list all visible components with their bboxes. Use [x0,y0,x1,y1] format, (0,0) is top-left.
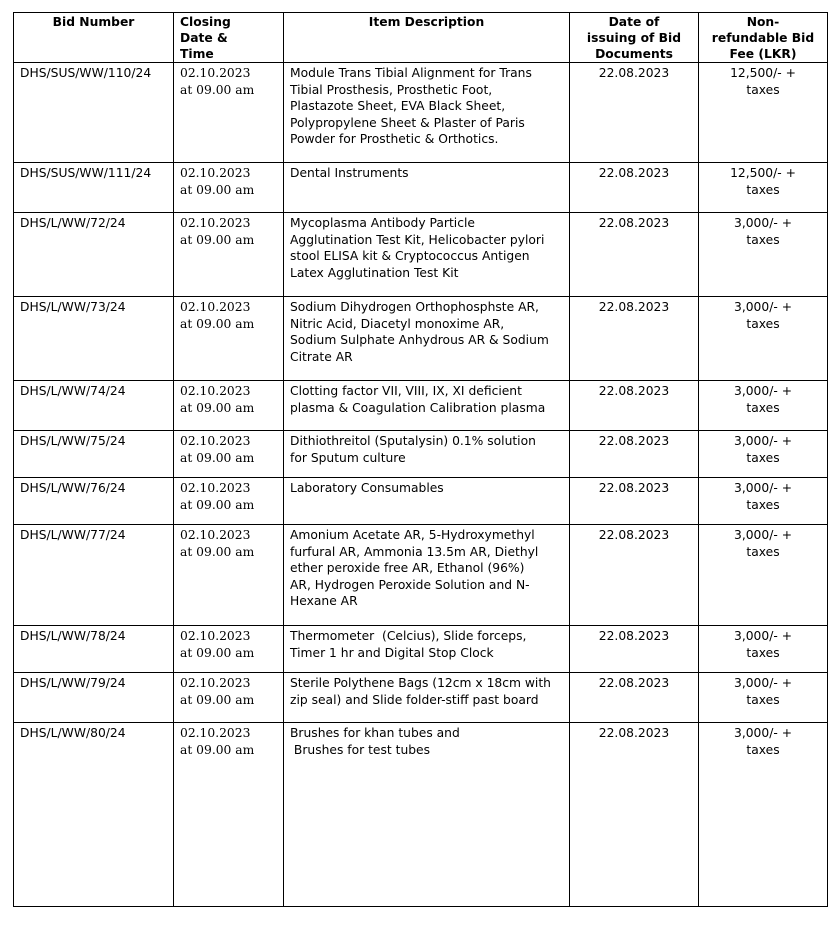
closing-date-cell [174,381,284,431]
closing-date-cell [174,478,284,525]
closing-date-line: at 09.00 am [180,232,255,247]
bid-number-cell: DHS/L/WW/73/24 [14,297,174,381]
table-row [14,723,828,907]
bid-fee-line: 3,000/- + [734,216,792,230]
description-line: Latex Agglutination Test Kit [290,265,459,280]
header-closing-line: Date & [180,31,228,45]
issue-date-cell: 22.08.2023 [570,381,699,431]
header-bid-number: Bid Number [14,13,174,63]
description-line: Powder for Prosthetic & Orthotics. [290,132,499,146]
bid-fee-line: taxes [746,450,780,465]
table-row [14,626,828,673]
closing-date-line: at 09.00 am [180,497,255,512]
description-line: Agglutination Test Kit, Helicobacter pylori [290,232,545,247]
closing-date-cell [174,297,284,381]
bid-number-cell: DHS/L/WW/79/24 [14,673,174,723]
bid-fee-cell [699,525,828,626]
bid-fee-line: taxes [746,400,780,415]
bid-fee-line: 3,000/- + [734,300,792,314]
item-description-cell [284,381,570,431]
bid-fee-cell [699,431,828,478]
closing-date-line: 02.10.2023 [180,216,251,230]
closing-date-line: 02.10.2023 [180,66,251,80]
description-line: Brushes for khan tubes and [290,726,460,740]
item-description-cell [284,673,570,723]
item-description-cell [284,63,570,163]
header-item-description: Item Description [284,13,570,63]
header-issue-line: Date of [608,15,660,29]
issue-date-cell: 22.08.2023 [570,723,699,907]
item-description-cell [284,163,570,213]
table-row [14,431,828,478]
description-line: Hexane AR [290,594,358,608]
closing-date-line: at 09.00 am [180,692,255,707]
closing-date-line: at 09.00 am [180,645,255,660]
header-fee-line: Fee (LKR) [729,47,797,61]
issue-date-cell: 22.08.2023 [570,626,699,673]
bid-fee-line: 3,000/- + [734,629,792,643]
closing-date-line: at 09.00 am [180,450,255,465]
item-description-cell [284,626,570,673]
bid-fee-line: taxes [746,544,780,559]
description-line: Clotting factor VII, VIII, IX, XI deficient [290,384,522,398]
bid-fee-line: taxes [746,182,780,197]
closing-date-cell [174,213,284,297]
header-row [14,13,828,63]
bid-number-cell: DHS/L/WW/74/24 [14,381,174,431]
table-row [14,673,828,723]
item-description-cell [284,723,570,907]
description-line: Citrate AR [290,349,353,364]
description-line: furfural AR, Ammonia 13.5m AR, Diethyl [290,544,539,559]
closing-date-line: 02.10.2023 [180,676,251,690]
issue-date-cell: 22.08.2023 [570,163,699,213]
header-fee-line: refundable Bid [711,31,815,45]
description-line: Dental Instruments [290,166,409,180]
header-fee-line: Non- [746,15,780,29]
item-description-cell [284,478,570,525]
closing-date-cell [174,431,284,478]
issue-date-cell: 22.08.2023 [570,525,699,626]
bid-fee-line: taxes [746,232,780,247]
description-line: Polypropylene Sheet & Plaster of Paris [290,115,525,130]
bid-fee-cell [699,297,828,381]
description-line: plasma & Coagulation Calibration plasma [290,400,546,415]
header-closing-date [174,13,284,63]
description-line: Thermometer (Celcius), Slide forceps, [290,629,527,643]
table-row [14,381,828,431]
closing-date-cell [174,163,284,213]
closing-date-line: at 09.00 am [180,400,255,415]
bid-fee-line: taxes [746,82,780,97]
description-line: Brushes for test tubes [290,742,431,757]
description-line: Module Trans Tibial Alignment for Trans [290,66,532,80]
issue-date-cell: 22.08.2023 [570,478,699,525]
description-line: Tibial Prosthesis, Prosthetic Foot, [290,82,493,97]
table-row [14,478,828,525]
description-line: Mycoplasma Antibody Particle [290,216,475,230]
description-line: Dithiothreitol (Sputalysin) 0.1% solution [290,434,536,448]
closing-date-line: 02.10.2023 [180,528,251,542]
closing-date-cell [174,723,284,907]
bid-fee-line: 3,000/- + [734,676,792,690]
closing-date-line: at 09.00 am [180,742,255,757]
bid-rows [14,63,828,907]
bid-number-cell: DHS/SUS/WW/111/24 [14,163,174,213]
closing-date-line: 02.10.2023 [180,300,251,314]
bid-number-cell: DHS/L/WW/78/24 [14,626,174,673]
header-closing-line: Time [180,47,214,61]
closing-date-line: at 09.00 am [180,316,255,331]
bid-fee-line: taxes [746,645,780,660]
table-row [14,213,828,297]
header-issue-line: Documents [595,47,673,61]
description-line: Sodium Sulphate Anhydrous AR & Sodium [290,333,549,347]
item-description-cell [284,297,570,381]
item-description-cell [284,431,570,478]
bid-fee-cell [699,723,828,907]
bid-fee-line: 3,000/- + [734,434,792,448]
bid-fee-line: 3,000/- + [734,481,792,495]
description-line: Timer 1 hr and Digital Stop Clock [290,645,494,660]
header-closing-line: Closing [180,15,231,29]
bid-number-cell: DHS/L/WW/72/24 [14,213,174,297]
table-row [14,525,828,626]
bid-table [13,12,828,907]
bid-number-cell: DHS/L/WW/76/24 [14,478,174,525]
bid-number-cell: DHS/L/WW/75/24 [14,431,174,478]
header-issue-date [570,13,699,63]
table-row [14,297,828,381]
description-line: zip seal) and Slide folder-stiff past board [290,692,539,707]
bid-fee-line: 3,000/- + [734,384,792,398]
header-issue-line: issuing of Bid [586,31,682,45]
description-line: Plastazote Sheet, EVA Black Sheet, [290,99,506,113]
bid-fee-cell [699,478,828,525]
table-row [14,163,828,213]
description-line: Nitric Acid, Diacetyl monoxime AR, [290,316,505,331]
bid-fee-line: 12,500/- + [730,166,796,180]
closing-date-line: at 09.00 am [180,544,255,559]
issue-date-cell: 22.08.2023 [570,297,699,381]
issue-date-cell: 22.08.2023 [570,673,699,723]
header-bid-fee [699,13,828,63]
bid-fee-cell [699,163,828,213]
bid-fee-line: 3,000/- + [734,528,792,542]
bid-fee-cell [699,626,828,673]
description-line: Sterile Polythene Bags (12cm x 18cm with [290,676,551,690]
bid-fee-cell [699,63,828,163]
description-line: Amonium Acetate AR, 5-Hydroxymethyl [290,528,535,542]
closing-date-line: at 09.00 am [180,82,255,97]
bid-fee-line: taxes [746,742,780,757]
closing-date-line: 02.10.2023 [180,434,251,448]
closing-date-cell [174,63,284,163]
table-row [14,63,828,163]
bid-number-cell: DHS/L/WW/77/24 [14,525,174,626]
description-line: Sodium Dihydrogen Orthophosphste AR, [290,300,539,314]
closing-date-line: at 09.00 am [180,182,255,197]
bid-fee-cell [699,213,828,297]
bid-fee-line: taxes [746,497,780,512]
issue-date-cell: 22.08.2023 [570,431,699,478]
closing-date-cell [174,525,284,626]
closing-date-line: 02.10.2023 [180,726,251,740]
description-line: for Sputum culture [290,450,406,465]
bid-fee-line: 12,500/- + [730,66,796,80]
bid-fee-line: 3,000/- + [734,726,792,740]
closing-date-line: 02.10.2023 [180,384,251,398]
closing-date-cell [174,626,284,673]
description-line: AR, Hydrogen Peroxide Solution and N- [290,577,530,592]
closing-date-line: 02.10.2023 [180,481,251,495]
bid-fee-line: taxes [746,316,780,331]
description-line: ether peroxide free AR, Ethanol (96%) [290,561,525,575]
item-description-cell [284,213,570,297]
closing-date-cell [174,673,284,723]
bid-fee-line: taxes [746,692,780,707]
closing-date-line: 02.10.2023 [180,166,251,180]
item-description-cell [284,525,570,626]
bid-number-cell: DHS/SUS/WW/110/24 [14,63,174,163]
description-line: stool ELISA kit & Cryptococcus Antigen [290,249,530,263]
bid-number-cell: DHS/L/WW/80/24 [14,723,174,907]
bid-fee-cell [699,381,828,431]
issue-date-cell: 22.08.2023 [570,213,699,297]
bid-fee-cell [699,673,828,723]
description-line: Laboratory Consumables [290,481,444,495]
closing-date-line: 02.10.2023 [180,629,251,643]
issue-date-cell: 22.08.2023 [570,63,699,163]
